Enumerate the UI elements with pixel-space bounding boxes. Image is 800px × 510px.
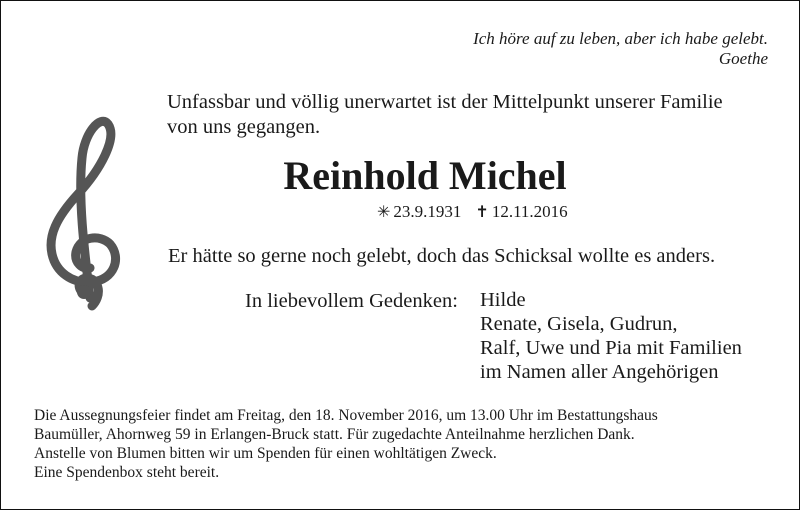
funeral-notice [34,406,794,482]
mourner-line: Hilde [480,289,526,311]
life-dates [377,201,568,224]
quote-author: Goethe [718,49,768,68]
mourner-line: Ralf, Uwe und Pia mit Familien [480,337,742,359]
notice-line: Baumüller, Ahornweg 59 in Erlangen-Bruck statt. Für zugedachte Anteilnahme herzlichen Dank. [34,426,635,443]
intro-line: von uns gegangen. [167,116,321,138]
treble-clef-icon [38,108,132,318]
notice-line: Anstelle von Blumen bitten wir um Spenden für einen wohltätigen Zweck. [34,445,497,462]
death-date: 12.11.2016 [491,202,568,221]
notice-line: Eine Spendenbox steht bereit. [34,464,220,481]
mourner-line: im Namen aller Angehörigen [480,361,719,383]
deceased-name: Reinhold Michel [283,153,567,198]
birth-date: 23.9.1931 [393,202,462,221]
intro-text [167,90,787,140]
remembrance-sentence: Er hätte so gerne noch gelebt, doch das Schicksal wollte es anders. [168,245,716,267]
mourning-label: In liebevollem Gedenken: [245,290,458,312]
intro-line: Unfassbar und völlig unerwartet ist der Mittelpunkt unserer Familie [167,91,723,113]
quote-text: Ich höre auf zu leben, aber ich habe gelebt. [473,29,768,48]
mourner-line: Renate, Gisela, Gudrun, [480,313,678,335]
mourners-list [480,288,742,384]
birth-star-icon: ✳ [377,204,391,221]
notice-line: Die Aussegnungsfeier findet am Freitag, den 18. November 2016, um 13.00 Uhr im Bestattungshaus [34,407,658,424]
cross-icon: ✝ [475,204,489,221]
